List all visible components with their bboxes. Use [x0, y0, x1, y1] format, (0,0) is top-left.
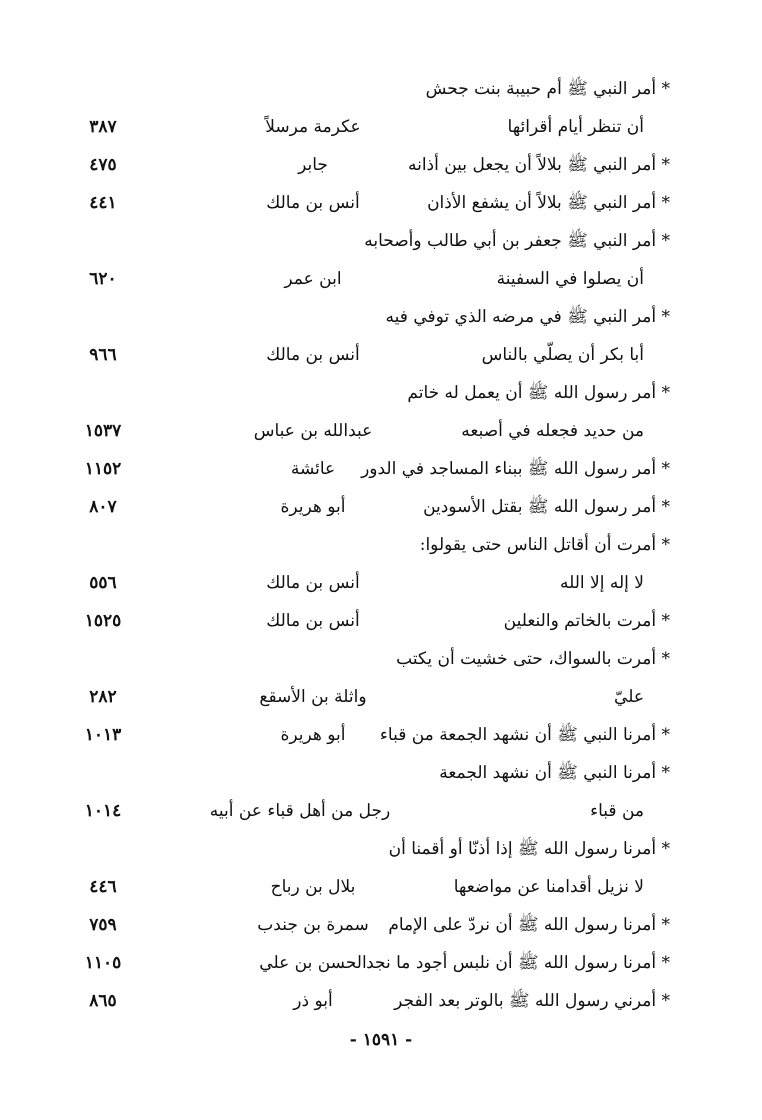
narrator: سمرة بن جندب [257, 915, 369, 935]
narrator: عكرمة مرسلاً [265, 117, 361, 137]
hadith-text: من قباء [590, 801, 644, 821]
hadith-number: ٣٨٧ [89, 117, 117, 137]
hadith-number: ٧٥٩ [89, 915, 117, 935]
index-row [0, 336, 762, 374]
index-row [0, 298, 762, 336]
hadith-text: * أمر النبي ﷺ بلالاً أن يجعل بين أذانه [407, 155, 670, 175]
hadith-text: * أمر رسول الله ﷺ أن يعمل له خاتم [407, 383, 670, 403]
hadith-text: * أمرنا رسول الله ﷺ أن نردّ على الإمام [388, 915, 670, 935]
hadith-text: أن يصلوا في السفينة [496, 269, 644, 289]
hadith-number: ٥٥٦ [89, 573, 117, 593]
hadith-text: * أمرت أن أقاتل الناس حتى يقولوا: [419, 535, 670, 555]
index-row [0, 184, 762, 222]
page-number: - ١٥٩١ - [349, 1030, 413, 1050]
index-row [0, 70, 762, 108]
hadith-text: * أمرنا رسول الله ﷺ أن نلبس أجود ما نجد [366, 953, 670, 973]
hadith-text: * أمر النبي ﷺ جعفر بن أبي طالب وأصحابه [364, 231, 670, 251]
hadith-text: أبا بكر أن يصلّي بالناس [481, 345, 644, 365]
index-row [0, 944, 762, 982]
index-row [0, 830, 762, 868]
narrator: أنس بن مالك [266, 345, 360, 365]
index-row [0, 906, 762, 944]
hadith-number: ١٠١٣ [84, 725, 122, 745]
hadith-text: * أمر النبي ﷺ أم حبيبة بنت جحش [425, 79, 670, 99]
index-row [0, 260, 762, 298]
index-row [0, 564, 762, 602]
index-row [0, 640, 762, 678]
narrator: أبو هريرة [280, 725, 346, 745]
narrator: أبو ذر [293, 991, 333, 1011]
index-row [0, 488, 762, 526]
hadith-number: ١٠١٤ [84, 801, 122, 821]
index-row [0, 526, 762, 564]
hadith-number: ٨٠٧ [89, 497, 117, 517]
hadith-number: ٦٢٠ [89, 269, 117, 289]
narrator: أنس بن مالك [266, 611, 360, 631]
hadith-number: ٢٨٢ [89, 687, 117, 707]
hadith-text: * أمر رسول الله ﷺ ببناء المساجد في الدور [361, 459, 670, 479]
hadith-number: ٩٦٦ [89, 345, 117, 365]
hadith-number: ٤٤٦ [89, 877, 117, 897]
hadith-number: ١٥٢٥ [84, 611, 122, 631]
narrator: جابر [298, 155, 328, 175]
hadith-number: ١٥٣٧ [84, 421, 122, 441]
index-row [0, 716, 762, 754]
hadith-text: * أمرنا النبي ﷺ أن نشهد الجمعة [439, 763, 670, 783]
index-row [0, 374, 762, 412]
narrator: أبو هريرة [280, 497, 346, 517]
index-row [0, 792, 762, 830]
index-row [0, 982, 762, 1020]
hadith-number: ٤٧٥ [89, 155, 117, 175]
hadith-text: * أمرت بالسواك، حتى خشيت أن يكتب [396, 649, 670, 669]
narrator: الحسن بن علي [259, 953, 367, 973]
hadith-text: لا نزيل أقدامنا عن مواضعها [453, 877, 644, 897]
hadith-number: ١١٠٥ [84, 953, 122, 973]
hadith-number: ٤٤١ [89, 193, 117, 213]
index-row [0, 412, 762, 450]
hadith-text: * أمرنا رسول الله ﷺ إذا أذنّا أو أقمنا أن [388, 839, 670, 859]
narrator: عائشة [290, 459, 336, 479]
hadith-text: * أمرت بالخاتم والنعلين [503, 611, 670, 631]
hadith-text: * أمر النبي ﷺ بلالاً أن يشفع الأذان [427, 193, 670, 213]
hadith-number: ١١٥٢ [84, 459, 122, 479]
hadith-text: من حديد فجعله في أصبعه [461, 421, 644, 441]
index-row [0, 678, 762, 716]
hadith-text: عليّ [614, 687, 644, 707]
index-row [0, 450, 762, 488]
index-row [0, 108, 762, 146]
narrator: ابن عمر [284, 269, 342, 289]
narrator: بلال بن رباح [270, 877, 356, 897]
index-row [0, 146, 762, 184]
narrator: واثلة بن الأسقع [259, 687, 367, 707]
hadith-text: * أمرنا النبي ﷺ أن نشهد الجمعة من قباء [379, 725, 670, 745]
hadith-number: ٨٦٥ [89, 991, 117, 1011]
hadith-text: * أمر النبي ﷺ في مرضه الذي توفي فيه [385, 307, 670, 327]
narrator: عبدالله بن عباس [253, 421, 373, 441]
hadith-text: * أمر رسول الله ﷺ بقتل الأسودين [423, 497, 670, 517]
hadith-text: * أمرني رسول الله ﷺ بالوتر بعد الفجر [394, 991, 670, 1011]
index-row [0, 222, 762, 260]
narrator: أنس بن مالك [266, 573, 360, 593]
hadith-text: أن تنظر أيام أقرائها [507, 117, 644, 137]
narrator: رجل من أهل قباء عن أبيه [209, 801, 391, 821]
index-row [0, 602, 762, 640]
hadith-text: لا إله إلا الله [560, 573, 644, 593]
index-row [0, 868, 762, 906]
index-row [0, 754, 762, 792]
narrator: أنس بن مالك [266, 193, 360, 213]
